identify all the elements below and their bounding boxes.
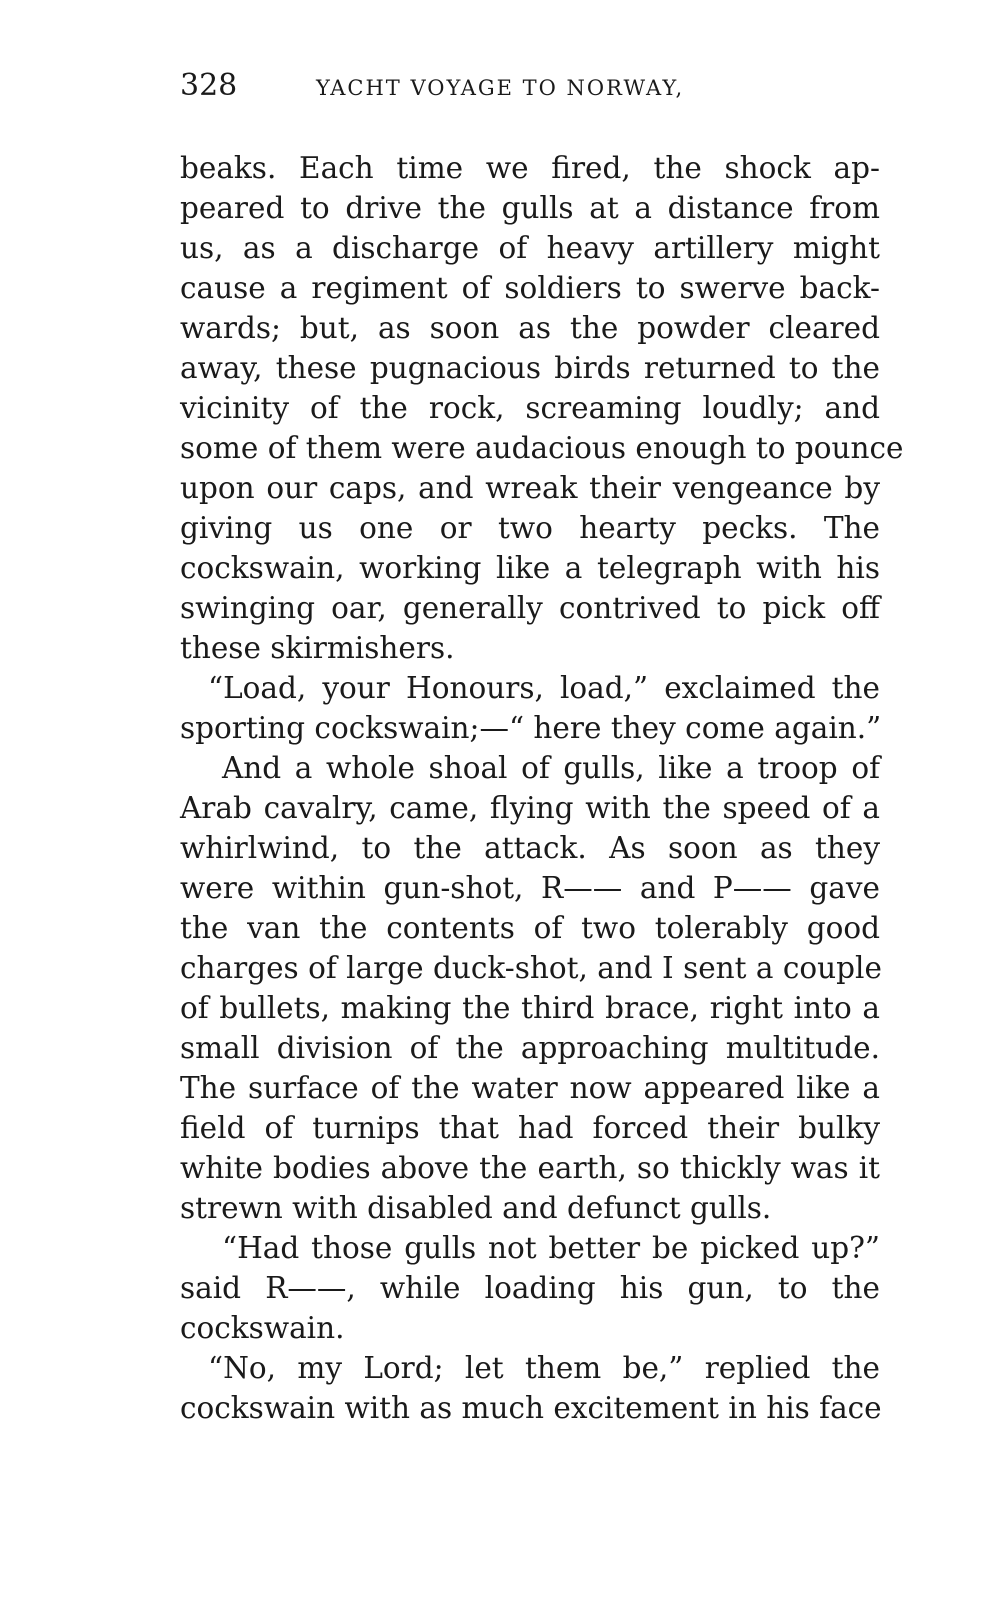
running-title: YACHT VOYAGE TO NORWAY, (316, 76, 685, 100)
text-line: sporting cockswain;—“ here they come again.” (180, 711, 882, 745)
text-line: wards; but, as soon as the powder cleared (180, 311, 880, 345)
text-line: cockswain. (180, 1311, 345, 1345)
text-line: charges of large duck-shot, and I sent a couple (180, 951, 882, 985)
text-line: us, as a discharge of heavy artillery might (180, 231, 880, 265)
text-line: were within gun-shot, R—— and P—— gave (180, 871, 880, 905)
text-line: field of turnips that had forced their bulky (180, 1111, 880, 1145)
text-line: cockswain with as much excitement in his face (180, 1391, 882, 1425)
text-line: small division of the approaching multitude. (180, 1031, 880, 1065)
page-number: 328 (180, 68, 238, 103)
text-line: the van the contents of two tolerably good (180, 911, 880, 945)
text-line: swinging oar, generally contrived to pick off (180, 591, 880, 625)
text-line: of bullets, making the third brace, right into a (180, 991, 880, 1025)
text-line: Arab cavalry, came, flying with the speed of a (180, 791, 880, 825)
text-line: these skirmishers. (180, 631, 455, 665)
text-line: white bodies above the earth, so thickly was it (180, 1151, 880, 1185)
text-line: giving us one or two hearty pecks. The (180, 511, 880, 545)
text-line: The surface of the water now appeared like a (180, 1071, 880, 1105)
text-line: cockswain, working like a telegraph with his (180, 551, 880, 585)
text-line: “Load, your Honours, load,” exclaimed the (208, 671, 880, 705)
text-line: And a whole shoal of gulls, like a troop of (222, 751, 880, 785)
text-line: upon our caps, and wreak their vengeance by (180, 471, 880, 505)
text-line: beaks. Each time we fired, the shock ap- (180, 151, 880, 185)
text-line: whirlwind, to the attack. As soon as they (180, 831, 880, 865)
text-line: “No, my Lord; let them be,” replied the (208, 1351, 880, 1385)
text-line: vicinity of the rock, screaming loudly; and (180, 391, 880, 425)
text-line: said R——, while loading his gun, to the (180, 1271, 880, 1305)
text-line: peared to drive the gulls at a distance from (180, 191, 880, 225)
body-text (180, 148, 904, 1428)
text-line: cause a regiment of soldiers to swerve back- (180, 271, 880, 305)
text-line: away, these pugnacious birds returned to the (180, 351, 880, 385)
text-line: some of them were audacious enough to pounce (180, 431, 904, 465)
text-line: strewn with disabled and defunct gulls. (180, 1191, 772, 1225)
running-header (180, 68, 880, 118)
text-line: “Had those gulls not better be picked up?” (222, 1231, 880, 1265)
